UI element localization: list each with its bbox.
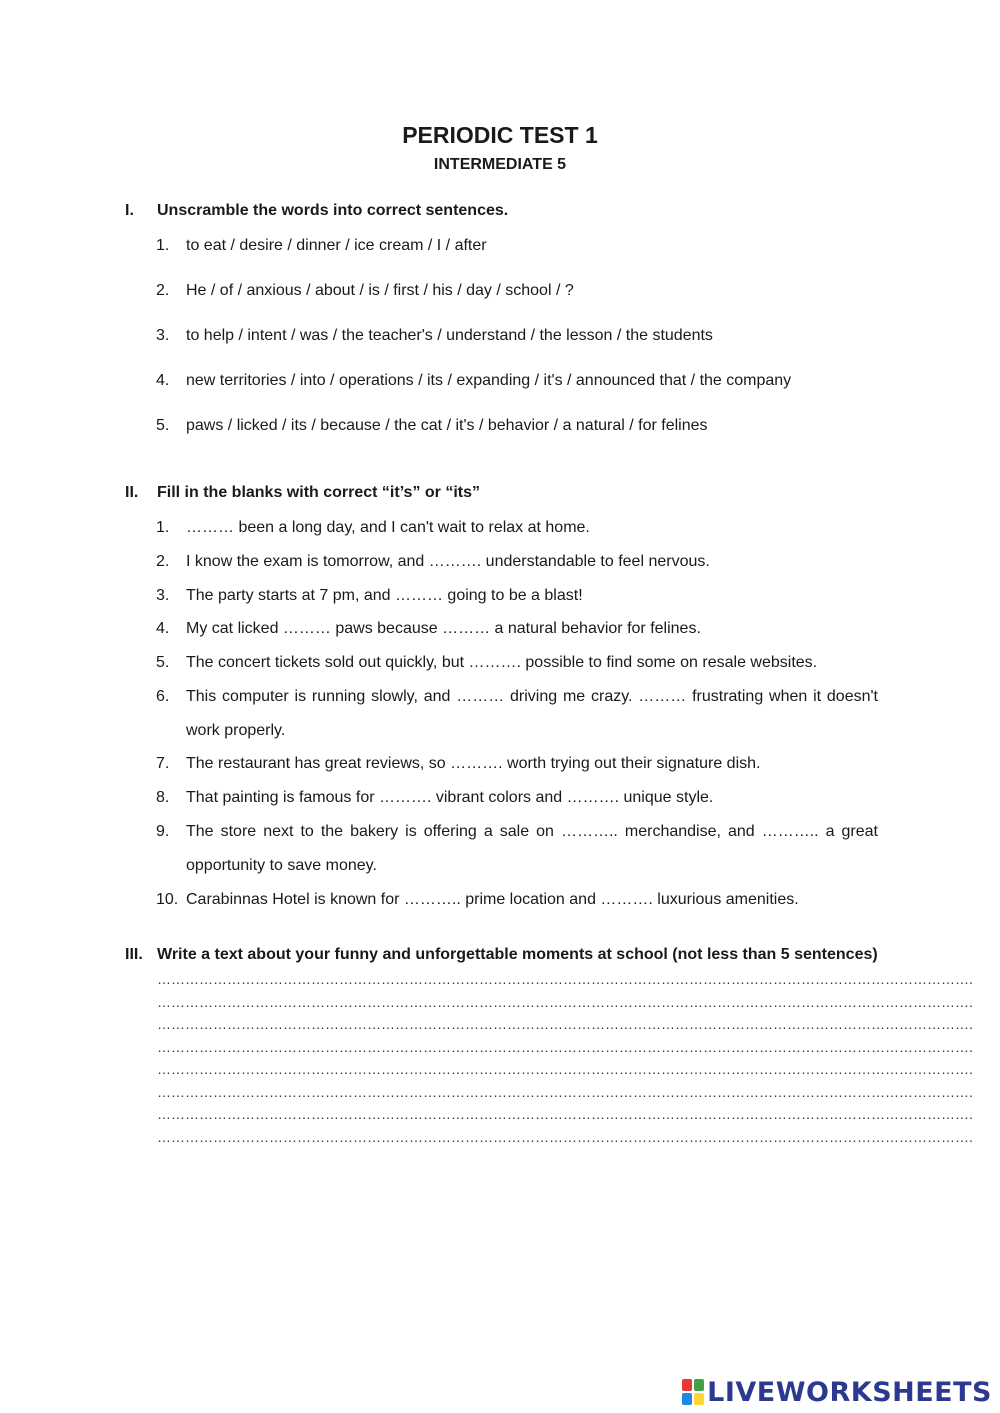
item-number: 10. — [156, 891, 179, 908]
section-1-item — [156, 274, 878, 308]
item-text: Carabinnas Hotel is known for ……….. prime location and ………. luxurious amenities. — [186, 891, 799, 908]
section-2-item — [156, 883, 878, 917]
section-2-item — [156, 680, 878, 748]
item-text: That painting is famous for ………. vibrant colors and ………. unique style. — [186, 789, 714, 806]
writing-line[interactable]: …………………………………………………………………………………………………………………………………………………………. — [157, 1084, 973, 1100]
logo-square-green — [694, 1379, 704, 1391]
liveworksheets-brand[interactable] — [682, 1376, 992, 1408]
section-2-item — [156, 612, 878, 646]
section-1-number: I. — [125, 202, 134, 219]
writing-line[interactable]: …………………………………………………………………………………………………………………………………………………………. — [157, 1061, 973, 1077]
writing-line[interactable]: …………………………………………………………………………………………………………………………………………………………. — [157, 1129, 973, 1145]
section-1-item — [156, 409, 878, 443]
writing-line[interactable]: …………………………………………………………………………………………………………………………………………………………. — [157, 1106, 973, 1122]
section-2-item — [156, 781, 878, 815]
item-text: new territories / into / operations / its / expanding / it's / announced that / the company — [186, 372, 792, 389]
item-text: I know the exam is tomorrow, and ………. understandable to feel nervous. — [186, 553, 710, 570]
item-text: This computer is running slowly, and ……… driving me crazy. ……… frustrating when it doesn't work properly. — [186, 688, 878, 739]
item-number: 5. — [156, 417, 170, 434]
item-number: 2. — [156, 553, 170, 570]
writing-line[interactable]: …………………………………………………………………………………………………………………………………………………………. — [157, 1016, 973, 1032]
liveworksheets-logo-icon — [682, 1379, 704, 1405]
section-1-item — [156, 229, 878, 263]
section-1-item — [156, 319, 878, 353]
item-text: The concert tickets sold out quickly, but ………. possible to find some on resale websites. — [186, 654, 818, 671]
section-3-title: Write a text about your funny and unforgettable moments at school (not less than 5 sentences) — [157, 946, 878, 963]
brand-text: LIVEWORKSHEETS — [707, 1376, 992, 1408]
writing-line[interactable]: …………………………………………………………………………………………………………………………………………………………. — [157, 971, 973, 987]
section-2-item — [156, 646, 878, 680]
writing-line[interactable]: …………………………………………………………………………………………………………………………………………………………. — [157, 994, 973, 1010]
item-number: 8. — [156, 789, 170, 806]
section-2-title: Fill in the blanks with correct “it’s” or “its” — [157, 484, 481, 501]
section-1-title: Unscramble the words into correct sentences. — [157, 202, 509, 219]
section-2-number: II. — [125, 484, 139, 501]
item-text: to eat / desire / dinner / ice cream / I / after — [186, 237, 487, 254]
item-text: to help / intent / was / the teacher's / understand / the lesson / the students — [186, 327, 713, 344]
item-text: He / of / anxious / about / is / first / his / day / school / ? — [186, 282, 574, 299]
section-1-heading — [125, 202, 508, 220]
item-number: 3. — [156, 587, 170, 604]
logo-square-blue — [682, 1393, 692, 1405]
logo-square-yellow — [694, 1393, 704, 1405]
item-number: 1. — [156, 237, 170, 254]
item-number: 7. — [156, 755, 170, 772]
item-number: 6. — [156, 688, 170, 705]
item-text: The restaurant has great reviews, so ………. worth trying out their signature dish. — [186, 755, 761, 772]
section-2-heading — [125, 484, 480, 502]
item-number: 3. — [156, 327, 170, 344]
item-number: 4. — [156, 372, 170, 389]
page-subtitle: INTERMEDIATE 5 — [433, 156, 567, 173]
section-1-item — [156, 364, 878, 398]
section-3-number: III. — [125, 946, 143, 963]
item-text: The party starts at 7 pm, and ……… going to be a blast! — [186, 587, 583, 604]
section-2-item — [156, 815, 878, 883]
section-2-item — [156, 511, 878, 545]
section-2-item — [156, 579, 878, 613]
item-number: 4. — [156, 620, 170, 637]
page-title: PERIODIC TEST 1 — [402, 122, 598, 148]
item-number: 5. — [156, 654, 170, 671]
section-2-item — [156, 747, 878, 781]
section-2-item — [156, 545, 878, 579]
item-number: 9. — [156, 823, 170, 840]
logo-square-red — [682, 1379, 692, 1391]
item-text: paws / licked / its / because / the cat / it's / behavior / a natural / for felines — [186, 417, 708, 434]
section-3-heading — [125, 946, 878, 964]
item-text: The store next to the bakery is offering a sale on ……….. merchandise, and ……….. a great opportunity to save money. — [186, 823, 878, 874]
item-text: My cat licked ……… paws because ……… a natural behavior for felines. — [186, 620, 701, 637]
item-text: ……… been a long day, and I can't wait to relax at home. — [186, 519, 590, 536]
item-number: 1. — [156, 519, 170, 536]
writing-line[interactable]: …………………………………………………………………………………………………………………………………………………………. — [157, 1039, 973, 1055]
item-number: 2. — [156, 282, 170, 299]
